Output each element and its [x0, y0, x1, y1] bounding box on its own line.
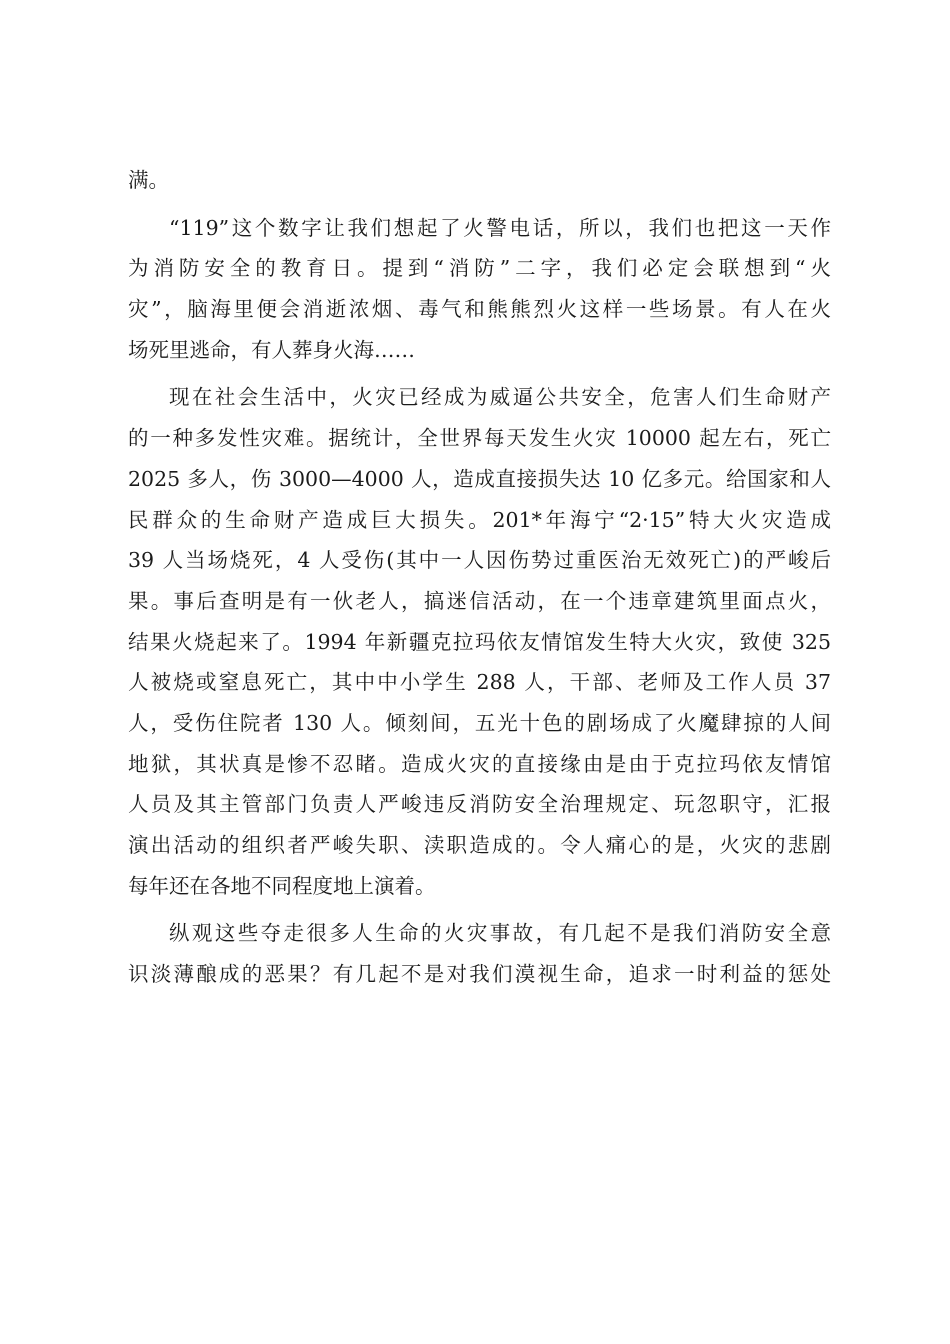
- text-line: 的一种多发性灾难。据统计，全世界每天发生火灾 10000 起左右，死亡: [128, 426, 831, 451]
- paragraph: [128, 208, 831, 371]
- text-line: 果。事后查明是有一伙老人，搞迷信活动，在一个违章建筑里面点火，: [128, 588, 831, 613]
- text-line: 演出活动的组织者严峻失职、渎职造成的。令人痛心的是，火灾的悲剧: [128, 833, 831, 857]
- text-line: 识淡薄酿成的恶果？有几起不是对我们漠视生命，追求一时利益的惩处: [128, 962, 831, 987]
- paragraph: [128, 160, 831, 201]
- paragraph: [128, 913, 831, 994]
- text-line: 灾”，脑海里便会消逝浓烟、毒气和熊熊烈火这样一些场景。有人在火: [128, 297, 831, 322]
- text-line: 人员及其主管部门负责人严峻违反消防安全治理规定、玩忽职守，汇报: [128, 792, 831, 817]
- text-line: “119”这个数字让我们想起了火警电话，所以，我们也把这一天作: [169, 215, 831, 240]
- text-line: 纵观这些夺走很多人生命的火灾事故，有几起不是我们消防安全意: [169, 921, 831, 946]
- text-line: 现在社会生活中，火灾已经成为威逼公共安全，危害人们生命财产: [169, 385, 831, 410]
- paragraph: [128, 377, 831, 906]
- text-line: 39 人当场烧死，4 人受伤(其中一人因伤势过重医治无效死亡)的严峻后: [128, 548, 831, 573]
- text-line: 满。: [128, 168, 169, 192]
- text-line: 民群众的生命财产造成巨大损失。201*年海宁“2·15”特大火灾造成: [128, 507, 831, 532]
- text-line: 地狱，其状真是惨不忍睹。造成火灾的直接缘由是由于克拉玛依友情馆: [128, 751, 831, 776]
- text-line: 每年还在各地不同程度地上演着。: [128, 873, 436, 898]
- text-line: 为消防安全的教育日。提到“消防”二字，我们必定会联想到“火: [128, 256, 831, 281]
- body-text: [128, 160, 831, 995]
- text-line: 2025 多人，伤 3000—4000 人，造成直接损失达 10 亿多元。给国家和人: [128, 466, 831, 491]
- text-line: 场死里逃命，有人葬身火海……: [128, 337, 415, 362]
- text-line: 结果火烧起来了。1994 年新疆克拉玛依友情馆发生特大火灾，致使 325: [128, 629, 831, 654]
- text-line: 人被烧或窒息死亡，其中中小学生 288 人，干部、老师及工作人员 37: [128, 670, 831, 695]
- text-line: 人，受伤住院者 130 人。倾刻间，五光十色的剧场成了火魔肆掠的人间: [128, 710, 831, 735]
